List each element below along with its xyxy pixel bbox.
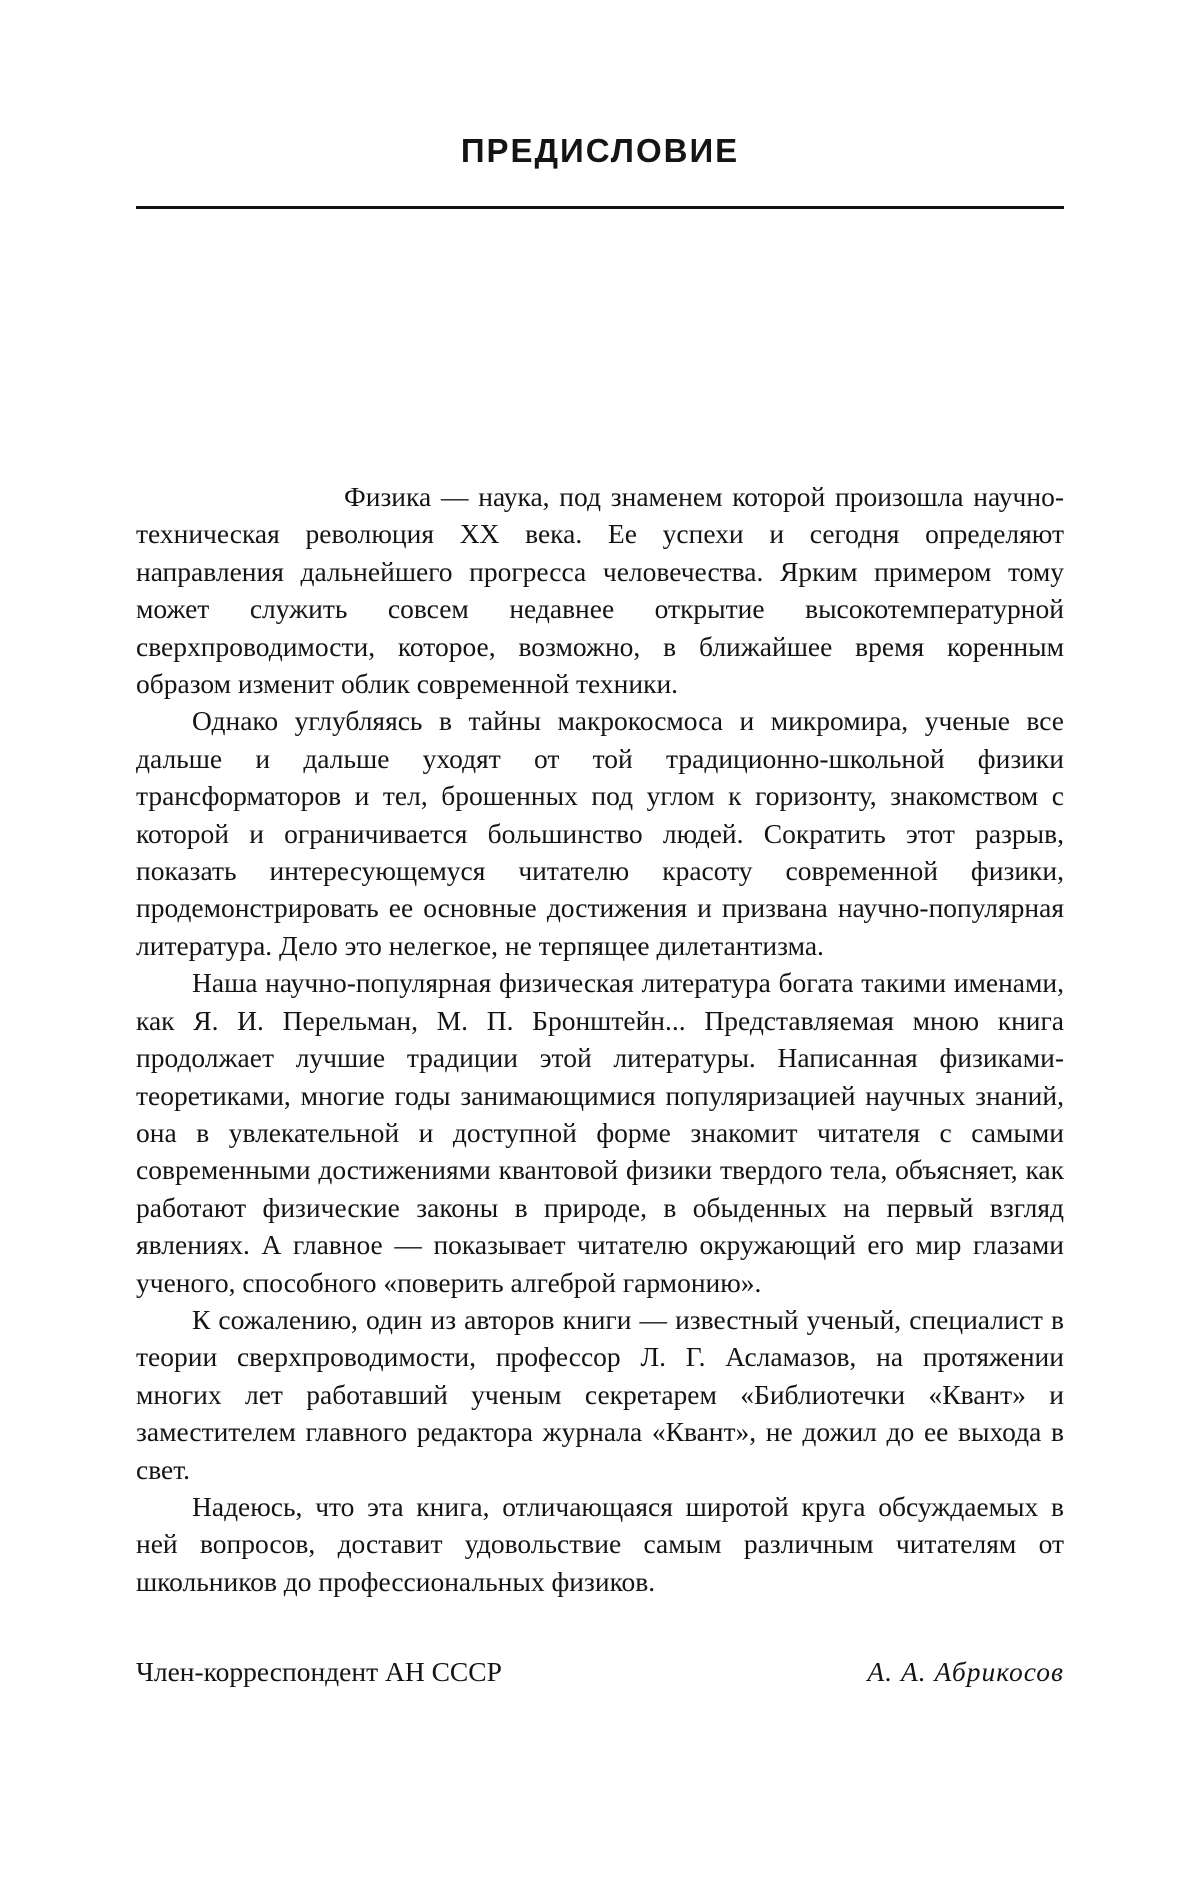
title-divider — [136, 206, 1064, 209]
paragraph-5: Надеюсь, что эта книга, отличающаяся широтой круга обсуждаемых в ней вопросов, доставит удовольствие самым различным читателям от школьников до профессиональных физиков. — [136, 1488, 1064, 1600]
preface-body — [136, 478, 1064, 1600]
document-page — [0, 0, 1200, 1880]
paragraph-3: Наша научно-популярная физическая литература богата такими именами, как Я. И. Перельман, М. П. Бронштейн... Представляемая мною книга продолжает лучшие традиции этой литературы. Написанная физиками-теоретиками, многие годы занимающимися популяризацией научных знаний, она в увлекательной и доступной форме знакомит читателя с самыми современными достижениями квантовой физики твердого тела, объясняет, как работают физические законы в природе, в обыденных на первый взгляд явлениях. А главное — показывает читателю окружающий его мир глазами ученого, способного «поверить алгеброй гармонию». — [136, 964, 1064, 1301]
signature-author: А. А. Абрикосов — [867, 1652, 1064, 1692]
signature-block — [136, 1652, 1064, 1692]
signature-position: Член-корреспондент АН СССР — [136, 1652, 502, 1692]
paragraph-2: Однако углубляясь в тайны макрокосмоса и микромира, ученые все дальше и дальше уходят от той традиционно-школьной физики трансформаторов и тел, брошенных под углом к горизонту, знакомством с которой и ограничивается большинство людей. Сократить этот разрыв, показать интересующемуся читателю красоту современной физики, продемонстрировать ее основные достижения и призвана научно-популярная литература. Дело это нелегкое, не терпящее дилетантизма. — [136, 702, 1064, 964]
page-title: ПРЕДИСЛОВИЕ — [0, 132, 1200, 170]
paragraph-4: К сожалению, один из авторов книги — известный ученый, специалист в теории сверхпроводимости, профессор Л. Г. Асламазов, на протяжении многих лет работавший ученым секретарем «Библиотечки «Квант» и заместителем главного редактора журнала «Квант», не дожил до ее выхода в свет. — [136, 1301, 1064, 1488]
paragraph-1: Физика — наука, под знаменем которой произошла научно-техническая революция XX века. Ее успехи и сегодня определяют направления дальнейшего прогресса человечества. Ярким примером тому может служить совсем недавнее открытие высокотемпературной сверхпроводимости, которое, возможно, в ближайшее время коренным образом изменит облик современной техники. — [136, 478, 1064, 702]
